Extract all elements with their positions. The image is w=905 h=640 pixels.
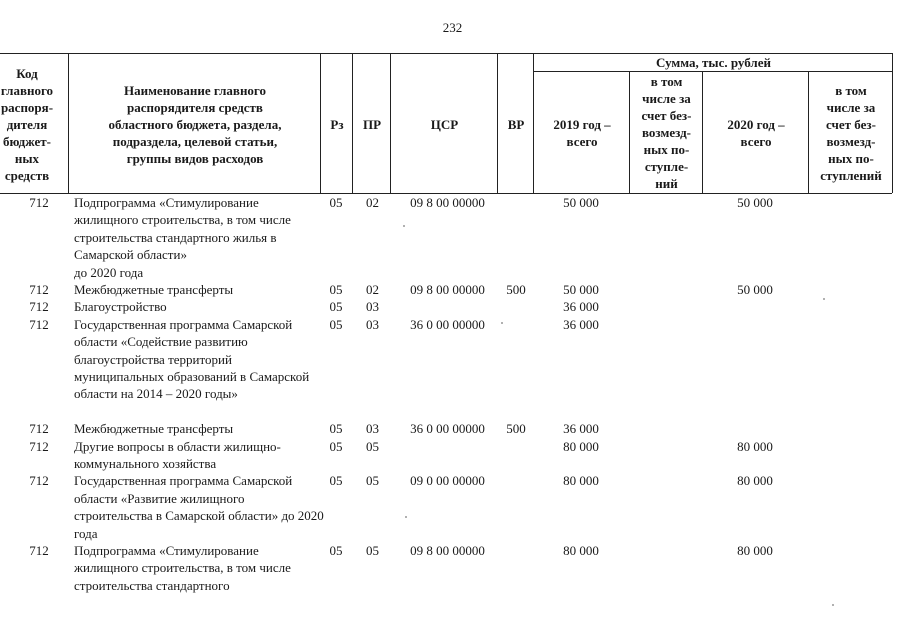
row-name: Подпрограмма «Стимулирование жилищного строительства, в том числе строительства стандартного жилья в Самарской области» до 2020 года [74,195,291,280]
row-2019: 80 000 [563,473,599,489]
row-2020: 50 000 [737,282,773,297]
row-rz: 05 [329,282,343,297]
row-pr: 05 [366,542,379,558]
row-2020: 80 000 [737,473,773,489]
table-header [0,52,905,194]
header-name: Наименование главного распорядителя средств областного бюджета, раздела, подраздела, целевой статьи, группы видов расходов [108,82,282,166]
row-2020: 50 000 [737,195,773,210]
row-2019: 80 000 [563,438,599,454]
header-2019-total: 2019 год – всего [553,116,611,149]
header-2019-grants: в том числе за счет без- возмезд- ных по- ступле- ний [641,74,692,191]
row-name: Межбюджетные трансферты [74,282,234,297]
row-2019: 36 000 [563,421,599,437]
row-code: 712 [29,438,49,454]
row-2019: 50 000 [563,282,599,297]
row-2019: 36 000 [563,316,599,332]
row-code: 712 [29,316,49,332]
col-divider [629,71,630,193]
row-2020: 80 000 [737,542,773,558]
row-csr: 36 0 00 00000 [410,421,485,437]
row-name: Подпрограмма «Стимулирование жилищного строительства, в том числе строительства стандартного [74,542,291,593]
table-row [0,281,905,298]
header-vr: ВР [507,116,525,132]
table-row [0,542,905,594]
scan-speck [832,604,834,606]
scan-speck [823,298,825,300]
scan-speck [501,322,503,324]
row-csr: 09 8 00 00000 [410,542,485,558]
table-row [0,472,905,542]
header-2020-total: 2020 год – всего [727,116,785,149]
header-rz: Рз [330,116,344,132]
row-pr: 03 [366,299,379,315]
scan-speck [405,516,407,518]
table-row [0,316,905,420]
row-code: 712 [29,195,49,210]
row-rz: 05 [329,542,343,558]
scan-speck [403,225,405,227]
row-csr: 09 0 00 00000 [410,473,485,489]
row-pr: 05 [366,438,379,454]
row-code: 712 [29,542,49,558]
row-2019: 36 000 [563,299,599,315]
row-rz: 05 [329,438,343,454]
row-pr: 02 [366,195,379,210]
row-pr: 05 [366,473,379,489]
row-2019: 80 000 [563,542,599,558]
row-code: 712 [29,299,49,315]
col-divider [533,53,534,193]
row-rz: 05 [329,473,343,489]
header-csr: ЦСР [430,116,459,132]
table-row [0,438,905,473]
row-rz: 05 [329,195,343,210]
row-name: Благоустройство [74,299,167,315]
col-divider [497,53,498,193]
row-csr: 09 8 00 00000 [410,195,485,210]
col-divider [390,53,391,193]
col-divider [808,71,809,193]
row-rz: 05 [329,421,343,437]
table-row [0,194,905,281]
row-code: 712 [29,473,49,489]
row-rz: 05 [329,316,343,332]
row-rz: 05 [329,299,343,315]
col-divider [352,53,353,193]
row-name: Межбюджетные трансферты [74,421,234,437]
row-csr: 36 0 00 00000 [410,316,485,332]
col-divider [892,53,893,193]
row-code: 712 [29,421,49,437]
header-code: Код главного распоря- дителя бюджет- ных средств [0,65,54,183]
row-name: Другие вопросы в области жилищно-коммунального хозяйства [74,438,281,471]
row-name: Государственная программа Самарской области «Содействие развитию благоустройства территорий муниципальных образований в Самарской области на 2014 – 2020 годы» [74,316,310,402]
row-csr: 09 8 00 00000 [410,282,485,297]
table-row [0,298,905,315]
row-pr: 02 [366,282,379,297]
row-vr: 500 [506,282,526,297]
col-divider [702,71,703,193]
header-sum: Сумма, тыс. рублей [656,55,771,70]
table-row [0,420,905,437]
row-2019: 50 000 [563,195,599,210]
row-name: Государственная программа Самарской области «Развитие жилищного строительства в Самарской области» до 2020 года [74,473,324,541]
row-vr: 500 [506,421,526,437]
table-body [0,194,905,594]
page-number: 232 [442,20,463,35]
col-divider [320,53,321,193]
col-divider [68,53,69,193]
row-pr: 03 [366,316,379,332]
header-pr: ПР [362,116,382,132]
row-2020: 80 000 [737,438,773,454]
row-code: 712 [29,282,49,297]
row-pr: 03 [366,421,379,437]
header-2020-grants: в том числе за счет без- возмезд- ных по- ступлений [820,82,882,183]
